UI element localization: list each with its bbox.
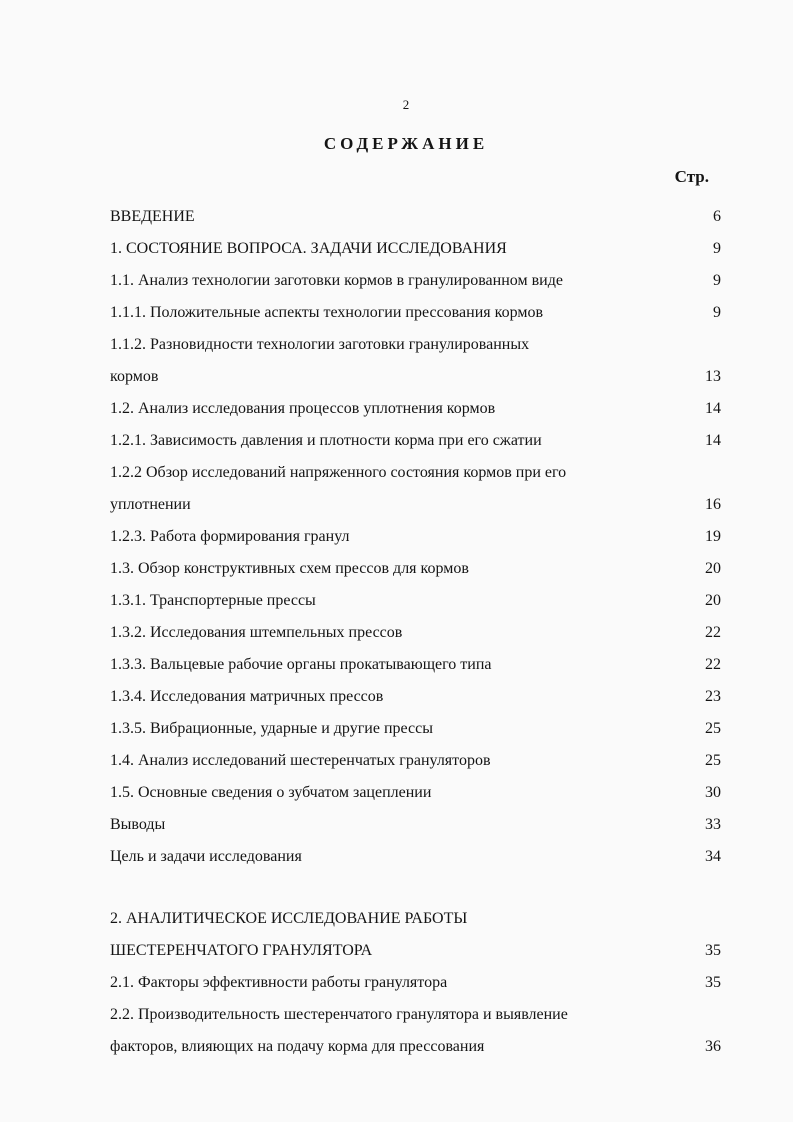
toc-entry	[110, 301, 721, 325]
toc-entry-page: 14	[705, 400, 721, 417]
toc-entry	[110, 557, 721, 581]
toc-entry	[110, 845, 721, 869]
toc-entry	[110, 461, 721, 485]
toc-entry-page: 23	[705, 688, 721, 705]
toc-entry	[110, 685, 721, 709]
toc-entry-title: 2.1. Факторы эффективности работы гранулятора	[110, 974, 448, 991]
toc-entry-page: 30	[705, 784, 721, 801]
toc-entry	[110, 525, 721, 549]
toc-entry-page: 36	[705, 1038, 721, 1055]
toc-entry-title: 1.5. Основные сведения о зубчатом зацеплении	[110, 784, 432, 801]
toc-entry	[110, 749, 721, 773]
toc-entry-title: ШЕСТЕРЕНЧАТОГО ГРАНУЛЯТОРА	[110, 942, 373, 959]
toc-entry	[110, 397, 721, 421]
toc-entry	[110, 621, 721, 645]
toc-entry	[110, 781, 721, 805]
toc-entry-page: 33	[705, 816, 721, 833]
toc-entry	[110, 907, 721, 931]
toc-entry-title: 1.3.2. Исследования штемпельных прессов	[110, 624, 403, 641]
toc-entry-page: 9	[713, 304, 721, 321]
toc-entry-title: 1. СОСТОЯНИЕ ВОПРОСА. ЗАДАЧИ ИССЛЕДОВАНИЯ	[110, 240, 507, 257]
toc-entry-title: 1.2.2 Обзор исследований напряженного состояния кормов при его	[110, 464, 567, 481]
page-column-label: Стр.	[674, 167, 709, 186]
toc-entry-page: 9	[713, 272, 721, 289]
toc-entry-title: Цель и задачи исследования	[110, 848, 302, 865]
toc-entry-page: 22	[705, 624, 721, 641]
toc-entry-page: 19	[705, 528, 721, 545]
toc-entry-title: 1.2.1. Зависимость давления и плотности корма при его сжатии	[110, 432, 542, 449]
toc-entry	[110, 653, 721, 677]
toc-entry-title: 1.3.4. Исследования матричных прессов	[110, 688, 384, 705]
toc-entry-title: 1.3.5. Вибрационные, ударные и другие прессы	[110, 720, 433, 737]
toc-entry-title: 1.3.1. Транспортерные прессы	[110, 592, 316, 609]
table-of-contents-title: СОДЕРЖАНИЕ	[323, 134, 489, 153]
toc-entry-title: 1.3.3. Вальцевые рабочие органы прокатывающего типа	[110, 656, 492, 673]
toc-entry	[110, 365, 721, 389]
toc-entry	[110, 269, 721, 293]
toc-entry-page: 14	[705, 432, 721, 449]
toc-entry	[110, 717, 721, 741]
toc-entry	[110, 237, 721, 261]
toc-entry-page: 35	[705, 974, 721, 991]
toc-entry-title: Выводы	[110, 816, 166, 833]
toc-entry	[110, 1035, 721, 1059]
toc-entry-page: 20	[705, 592, 721, 609]
toc-entry-page: 20	[705, 560, 721, 577]
toc-entry-title: уплотнении	[110, 496, 191, 513]
toc-entry-page: 9	[713, 240, 721, 257]
toc-entry-title: 1.2. Анализ исследования процессов уплотнения кормов	[110, 400, 496, 417]
toc-entry-title: 1.1.1. Положительные аспекты технологии прессования кормов	[110, 304, 544, 321]
toc-entry	[110, 971, 721, 995]
toc-entry	[110, 1003, 721, 1027]
toc-entry-page: 34	[705, 848, 721, 865]
toc-entry-title: ВВЕДЕНИЕ	[110, 208, 195, 225]
toc-entry-title: 1.3. Обзор конструктивных схем прессов для кормов	[110, 560, 469, 577]
toc-entry	[110, 205, 721, 229]
toc-entry-page: 6	[713, 208, 721, 225]
page-number: 2	[402, 97, 410, 112]
toc-entry-page: 16	[705, 496, 721, 513]
toc-entry	[110, 429, 721, 453]
toc-entry	[110, 589, 721, 613]
toc-entry-title: 1.4. Анализ исследований шестеренчатых грануляторов	[110, 752, 491, 769]
toc-entry	[110, 333, 721, 357]
toc-entry-title: 2.2. Производительность шестеренчатого гранулятора и выявление	[110, 1006, 568, 1023]
toc-entry	[110, 813, 721, 837]
toc-entry-page: 25	[705, 752, 721, 769]
toc-entry-title: 1.1. Анализ технологии заготовки кормов в гранулированном виде	[110, 272, 563, 289]
toc-entry-title: кормов	[110, 368, 159, 385]
toc-entry	[110, 493, 721, 517]
toc-entry-title: 1.2.3. Работа формирования гранул	[110, 528, 350, 545]
toc-entry-page: 13	[705, 368, 721, 385]
toc-entry-page: 35	[705, 942, 721, 959]
toc-entry	[110, 939, 721, 963]
toc-entry-page: 25	[705, 720, 721, 737]
toc-entry-title: 2. АНАЛИТИЧЕСКОЕ ИССЛЕДОВАНИЕ РАБОТЫ	[110, 910, 468, 927]
toc-entry-title: факторов, влияющих на подачу корма для прессования	[110, 1038, 485, 1055]
toc-entry-title: 1.1.2. Разновидности технологии заготовки гранулированных	[110, 336, 530, 353]
toc-entry-page: 22	[705, 656, 721, 673]
